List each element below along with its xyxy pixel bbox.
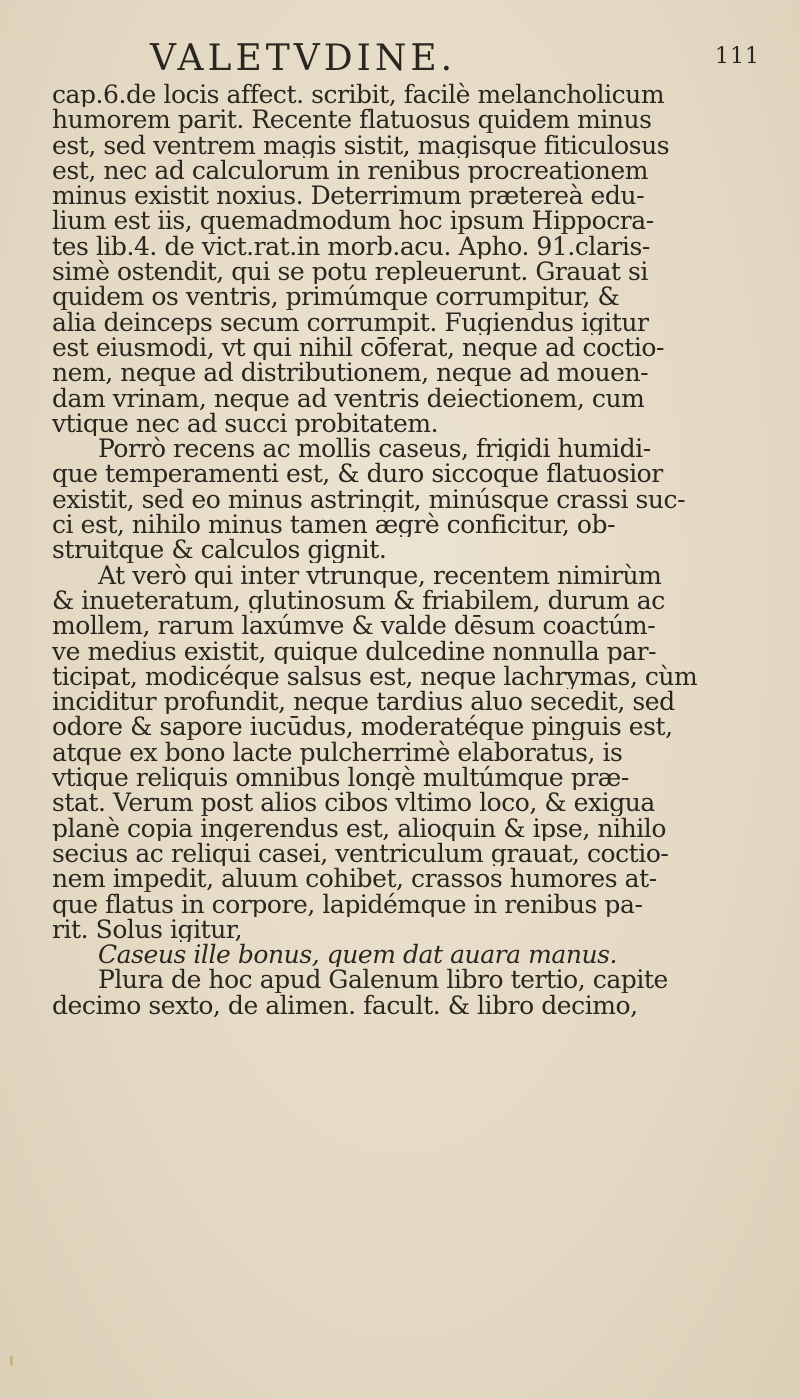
verse-quote: Caseus ille bonus, quem dat auara manus. [98, 942, 617, 968]
text-line: & inueteratum, glutinosum & friabilem, durum ac [52, 587, 665, 614]
text-line: Porrò recens ac mollis caseus, frigidi humidi- [98, 436, 651, 462]
text-line: struitque & calculos gignit. [52, 537, 387, 563]
text-line: humorem parit. Recente flatuosus quidem minus [52, 107, 652, 133]
text-line: decimo sexto, de alimen. facult. & libro decimo, [52, 992, 638, 1018]
text-line: que temperamenti est, & duro siccoque flatuosior [52, 461, 663, 487]
text-line: secius ac reliqui casei, ventriculum grauat, coctio- [52, 840, 669, 867]
text-line: cap.6.de locis affect. scribit, facilè melancholicum [52, 82, 665, 108]
text-line: planè copia ingerendus est, alioquin & ipse, nihilo [52, 815, 666, 841]
text-line: est eiusmodi, vt qui nihil cōferat, neque ad coctio- [52, 334, 664, 361]
text-line: odore & sapore iucūdus, moderatéque pinguis est, [52, 714, 673, 740]
text-line: At verò qui inter vtrunque, recentem nimirùm [98, 562, 662, 588]
running-title: VALETVDINE. [150, 38, 457, 79]
text-line: simè ostendit, qui se potu repleuerunt. Grauat si [52, 259, 648, 285]
text-line: Plura de hoc apud Galenum libro tertio, capite [98, 967, 668, 993]
body-text [52, 82, 772, 1018]
text-line: ci est, nihilo minus tamen ægrè conficitur, ob- [52, 512, 616, 538]
text-line: est, nec ad calculorum in renibus procreationem [52, 157, 648, 184]
text-line: inciditur profundit, neque tardius aluo secedit, sed [52, 689, 675, 715]
running-head [150, 38, 760, 78]
margin-mark [10, 1356, 13, 1366]
text-line: rit. Solus igitur, [52, 916, 243, 943]
text-line: est, sed ventrem magis sistit, magisque fiticulosus [52, 132, 670, 158]
text-line: stat. Verum post alios cibos vltimo loco, & exigua [52, 790, 655, 816]
text-line: nem, neque ad distributionem, neque ad mouen- [52, 360, 649, 386]
text-line: dam vrinam, neque ad ventris deiectionem, cum [52, 385, 645, 411]
text-line: atque ex bono lacte pulcherrimè elaboratus, is [52, 739, 623, 766]
text-line: ve medius existit, quique dulcedine nonnulla par- [52, 638, 657, 664]
text-line: vtique reliquis omnibus longè multúmque præ- [52, 765, 629, 791]
text-line: mollem, rarum laxúmve & valde dēsum coactúm- [52, 613, 656, 639]
text-line: tes lib.4. de vict.rat.in morb.acu. Apho. 91.claris- [52, 233, 650, 260]
text-line: quidem os ventris, primúmque corrumpitur, & [52, 284, 620, 310]
text-line: alia deinceps secum corrumpit. Fugiendus igitur [52, 309, 649, 335]
text-line: minus existit noxius. Deterrimum prætereà edu- [52, 183, 645, 209]
page-number: 111 [715, 44, 760, 69]
text-line: ticipat, modicéque salsus est, neque lachrymas, cùm [52, 663, 698, 690]
text-line: nem impedit, aluum cohibet, crassos humores at- [52, 866, 657, 892]
text-line: vtique nec ad succi probitatem. [52, 410, 439, 437]
text-line: que flatus in corpore, lapidémque in renibus pa- [52, 891, 643, 917]
text-line: lium est iis, quemadmodum hoc ipsum Hippocra- [52, 208, 654, 234]
text-line: existit, sed eo minus astringit, minúsque crassi suc- [52, 486, 686, 513]
